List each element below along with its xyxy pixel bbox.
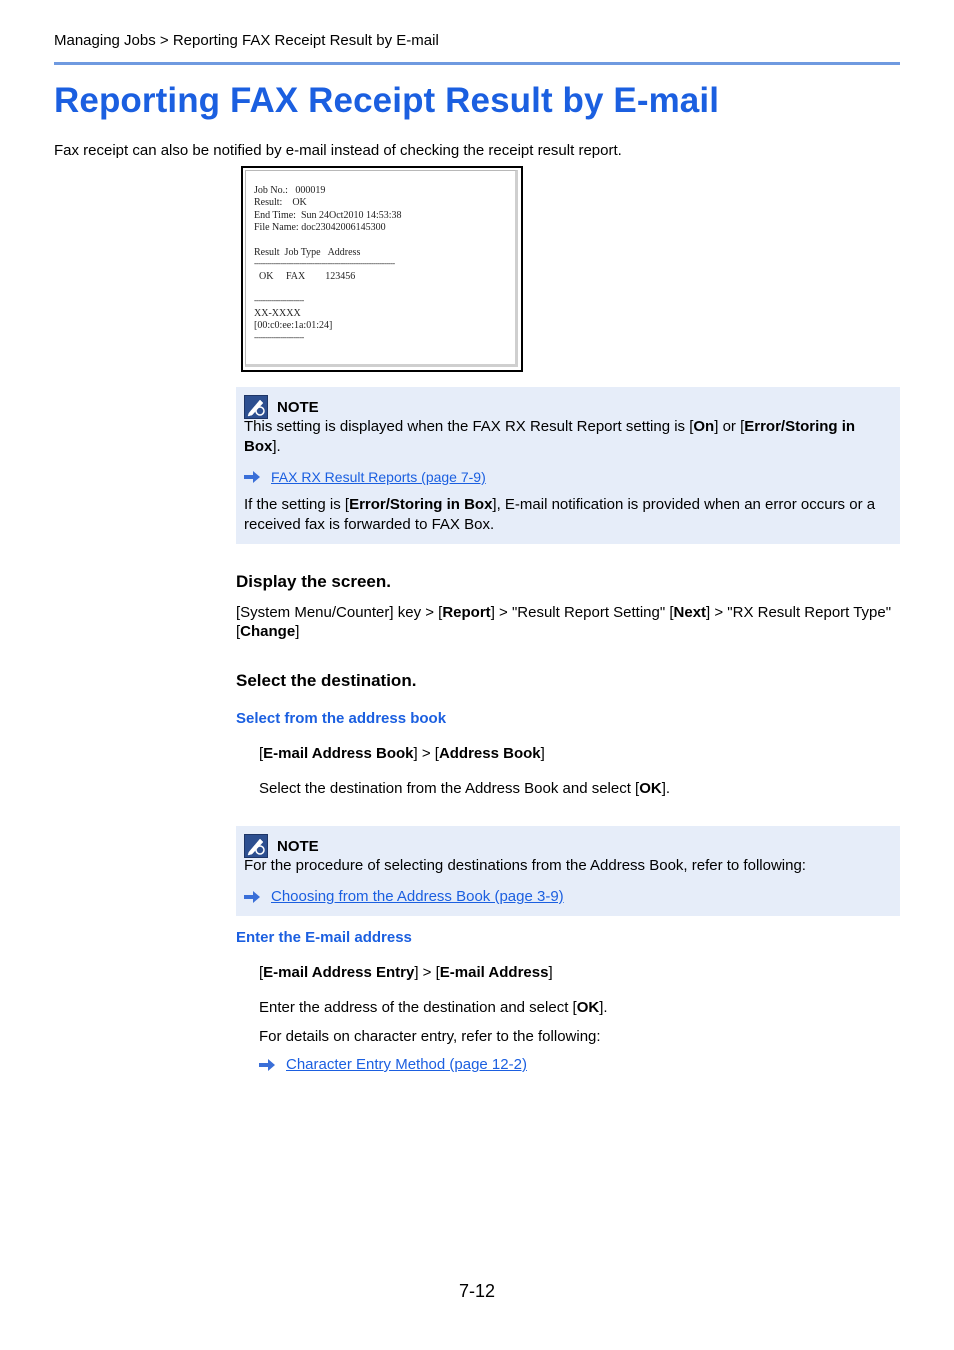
step-heading: Select the destination. [236, 671, 417, 690]
arrow-right-icon [259, 1059, 275, 1071]
report-line: End Time: Sun 24Oct2010 14:53:38 [254, 210, 402, 221]
character-entry-method-link[interactable]: Character Entry Method (page 12-2) [286, 1056, 527, 1073]
report-line: ----------------------- [254, 296, 304, 305]
email-report-screenshot [241, 166, 523, 372]
step-heading: Display the screen. [236, 572, 391, 591]
reference-link-row[interactable] [259, 1056, 527, 1073]
note-text: If the setting is [Error/Storing in Box], E-mail notification is provided when an error occurs or a received fax is forwarded to FAX Box. [244, 496, 876, 533]
report-line: ----------------------- [254, 333, 304, 342]
report-line: ----------------------------------------------------------------- [254, 259, 395, 268]
choosing-from-address-book-link[interactable]: Choosing from the Address Book (page 3-9) [271, 888, 564, 905]
reference-link-row[interactable] [244, 469, 486, 485]
sub-heading: Enter the E-mail address [236, 929, 412, 946]
page-title: Reporting FAX Receipt Result by E-mail [54, 81, 720, 120]
note-text: For the procedure of selecting destinations from the Address Book, refer to following: [244, 857, 806, 874]
report-line: XX-XXXX [254, 308, 301, 319]
menu-path: [E-mail Address Book] > [Address Book] [259, 745, 545, 762]
page-number: 7-12 [458, 1281, 496, 1301]
fax-rx-result-reports-link[interactable]: FAX RX Result Reports (page 7-9) [271, 469, 486, 485]
note-box [236, 826, 900, 916]
menu-path: [E-mail Address Entry] > [E-mail Address] [259, 964, 553, 981]
note-icon [244, 395, 268, 419]
step-instruction: [System Menu/Counter] key > [Report] > "Result Report Setting" [Next] > "RX Result Report Type" [Change] [236, 604, 892, 640]
report-line: Result: OK [254, 197, 307, 208]
note-header [244, 395, 319, 419]
note-icon [244, 834, 268, 858]
arrow-right-icon [244, 471, 260, 483]
arrow-right-icon [244, 891, 260, 903]
report-line: Job No.: 000019 [254, 185, 326, 196]
sub-heading: Select from the address book [236, 710, 447, 727]
note-label: NOTE [277, 398, 319, 416]
report-line: File Name: doc23042006145300 [254, 222, 386, 233]
reference-link-row[interactable] [244, 888, 564, 905]
header-divider [54, 62, 900, 65]
report-line: [00:c0:ee:1a:01:24] [254, 320, 333, 331]
note-box [236, 387, 900, 544]
instruction-text: For details on character entry, refer to the following: [259, 1028, 601, 1045]
breadcrumb: Managing Jobs > Reporting FAX Receipt Result by E-mail [54, 32, 439, 49]
note-header [244, 834, 319, 858]
intro-text: Fax receipt can also be notified by e-mail instead of checking the receipt result report. [54, 142, 622, 159]
email-report-frame [245, 170, 518, 367]
note-label: NOTE [277, 837, 319, 855]
report-line: OK FAX 123456 [254, 271, 356, 282]
note-text: This setting is displayed when the FAX RX Result Report setting is [On] or [Error/Storing in Box]. [244, 418, 856, 455]
instruction-text: Select the destination from the Address Book and select [OK]. [259, 780, 671, 797]
report-line: Result Job Type Address [254, 247, 361, 258]
instruction-text: Enter the address of the destination and select [OK]. [259, 999, 608, 1016]
